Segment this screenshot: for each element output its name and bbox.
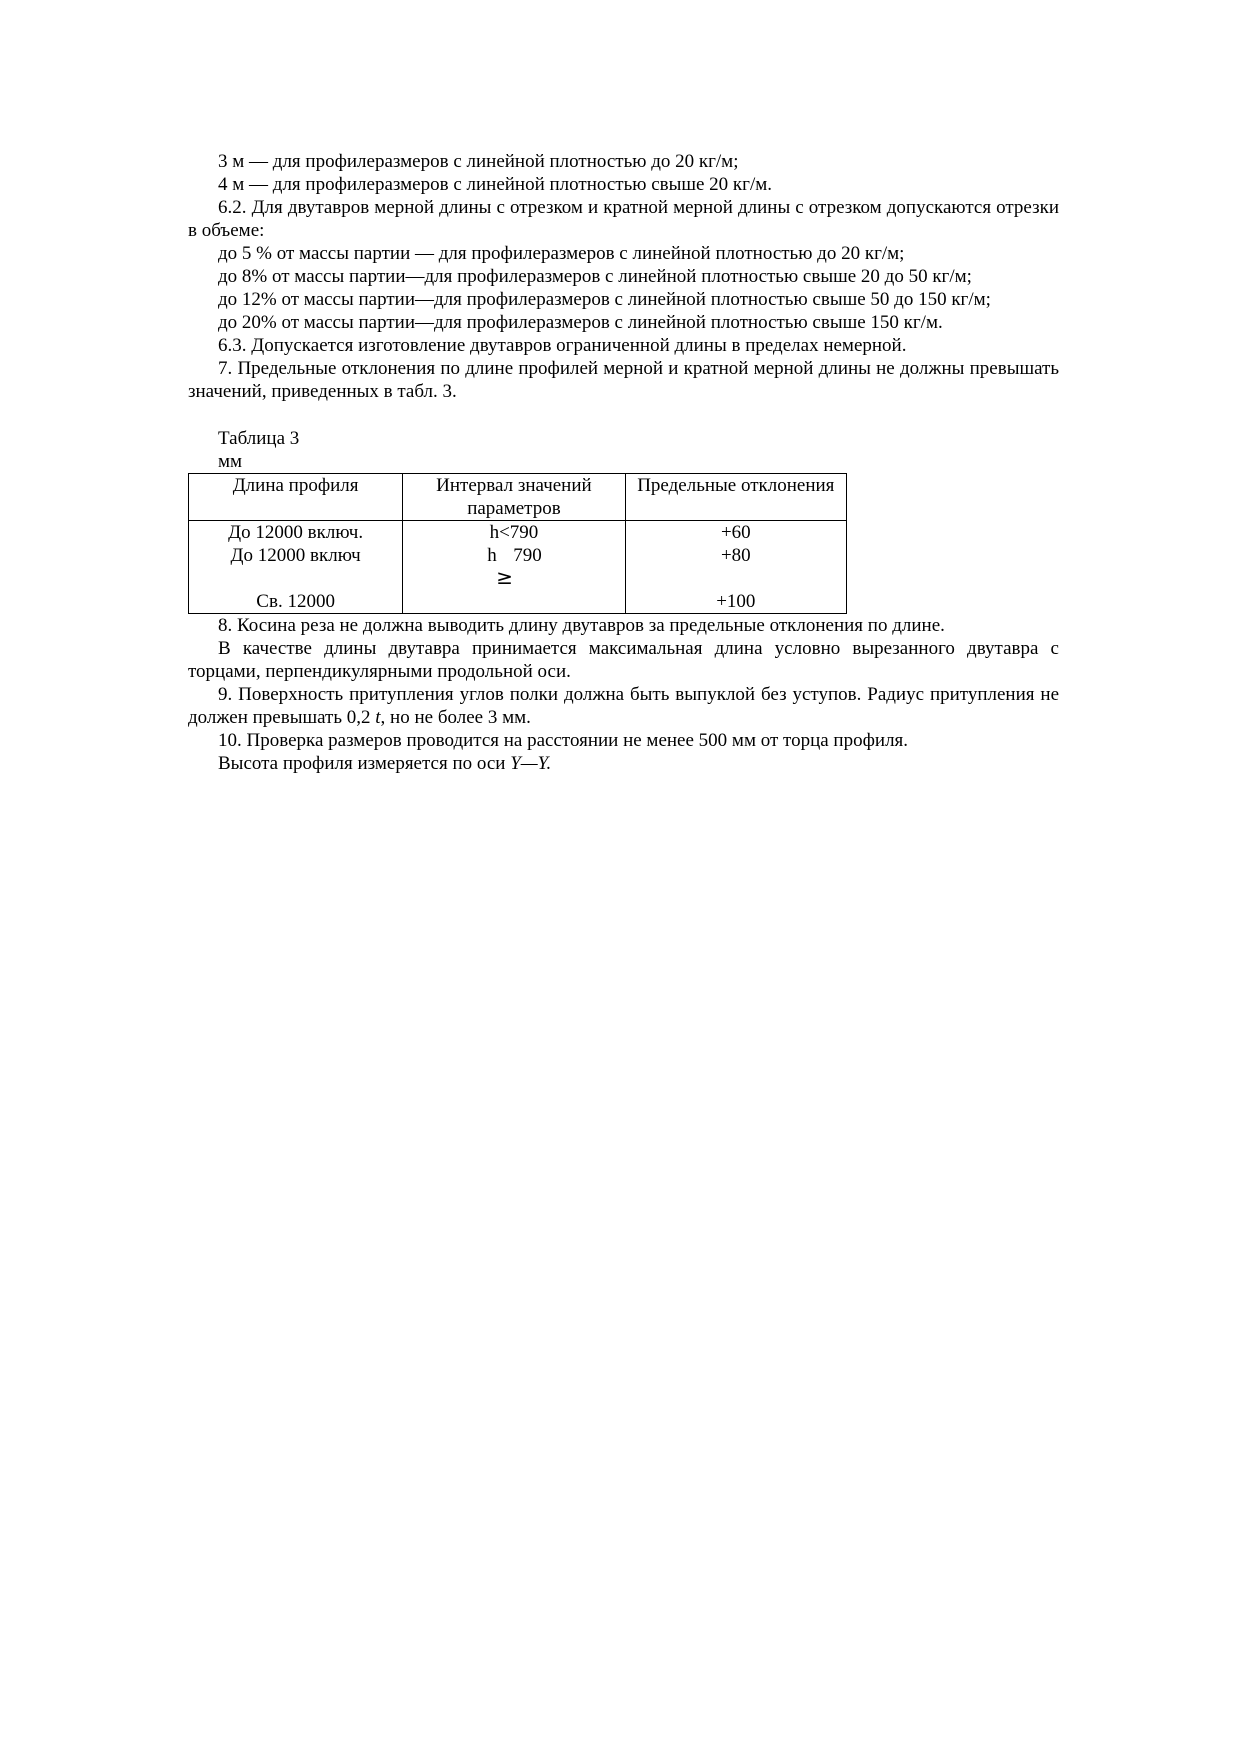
interval-geq [407, 544, 620, 590]
paragraph-8: 8. Косина реза не должна выводить длину двутавров за предельные отклонения по длине. [218, 615, 945, 636]
variable-t: t [375, 707, 381, 728]
paragraph-text: 9. Поверхность притупления углов полки должна быть выпуклой без уступов. Радиус притупления не должен превышать 0,2 [188, 684, 1059, 728]
table-row [189, 544, 847, 590]
table-cell: Св. 12000 [189, 590, 403, 614]
table-cell [403, 590, 625, 614]
table-header-row [189, 474, 847, 521]
paragraph: 4 м — для профилеразмеров с линейной плотностью свыше 20 кг/м. [218, 174, 773, 195]
interval-value: 790 [513, 545, 542, 566]
geq-symbol: ≥ [496, 565, 514, 589]
paragraph: до 12% от массы партии—для профилеразмеров с линейной плотностью свыше 50 до 150 кг/м; [218, 289, 991, 310]
table-cell-text: +80 [720, 545, 751, 566]
table-header-cell: Длина профиля [189, 474, 403, 521]
table-header-cell: Интервал значений параметров [403, 474, 625, 521]
paragraph-6-3: 6.3. Допускается изготовление двутавров ограниченной длины в пределах немерной. [218, 335, 907, 356]
table-header-cell: Предельные отклонения [625, 474, 846, 521]
spacer [188, 403, 1059, 427]
table-unit: мм [218, 451, 243, 472]
paragraph-text: , но не более 3 мм. [380, 707, 531, 728]
paragraph: В качестве длины двутавра принимается максимальная длина условно вырезанного двутавра с торцами, перпендикулярными продольной оси. [188, 638, 1059, 682]
paragraph-6-2: 6.2. Для двутавров мерной длины с отрезком и кратной мерной длины с отрезком допускаются отрезки в объеме: [188, 197, 1059, 241]
table-row [189, 590, 847, 614]
table-cell-text: До 12000 включ [230, 545, 361, 566]
table-cell [403, 544, 625, 590]
paragraph: до 8% от массы партии—для профилеразмеров с линейной плотностью свыше 20 до 50 кг/м; [218, 266, 972, 287]
table-cell: До 12000 включ. [189, 521, 403, 545]
paragraph: до 5 % от массы партии — для профилеразмеров с линейной плотностью до 20 кг/м; [218, 243, 905, 264]
paragraph [188, 752, 1059, 775]
paragraph: 3 м — для профилеразмеров с линейной плотностью до 20 кг/м; [218, 151, 739, 172]
table-cell [625, 544, 846, 590]
paragraph: до 20% от массы партии—для профилеразмеров с линейной плотностью свыше 150 кг/м. [218, 312, 943, 333]
table-row [189, 521, 847, 545]
axis-label: Y—Y. [510, 753, 552, 774]
table-caption: Таблица 3 [218, 428, 300, 449]
interval-var: h [487, 545, 497, 566]
table-cell: h<790 [403, 521, 625, 545]
paragraph-7: 7. Предельные отклонения по длине профилей мерной и кратной мерной длины не должны превышать значений, приведенных в табл. 3. [188, 358, 1059, 402]
table-cell: +100 [625, 590, 846, 614]
deviation-table [188, 473, 847, 614]
table-cell [189, 544, 403, 590]
paragraph-9 [188, 683, 1059, 729]
document-page [188, 150, 1059, 775]
paragraph-10: 10. Проверка размеров проводится на расстоянии не менее 500 мм от торца профиля. [218, 730, 909, 751]
paragraph-text: Высота профиля измеряется по оси [218, 753, 511, 774]
table-cell: +60 [625, 521, 846, 545]
